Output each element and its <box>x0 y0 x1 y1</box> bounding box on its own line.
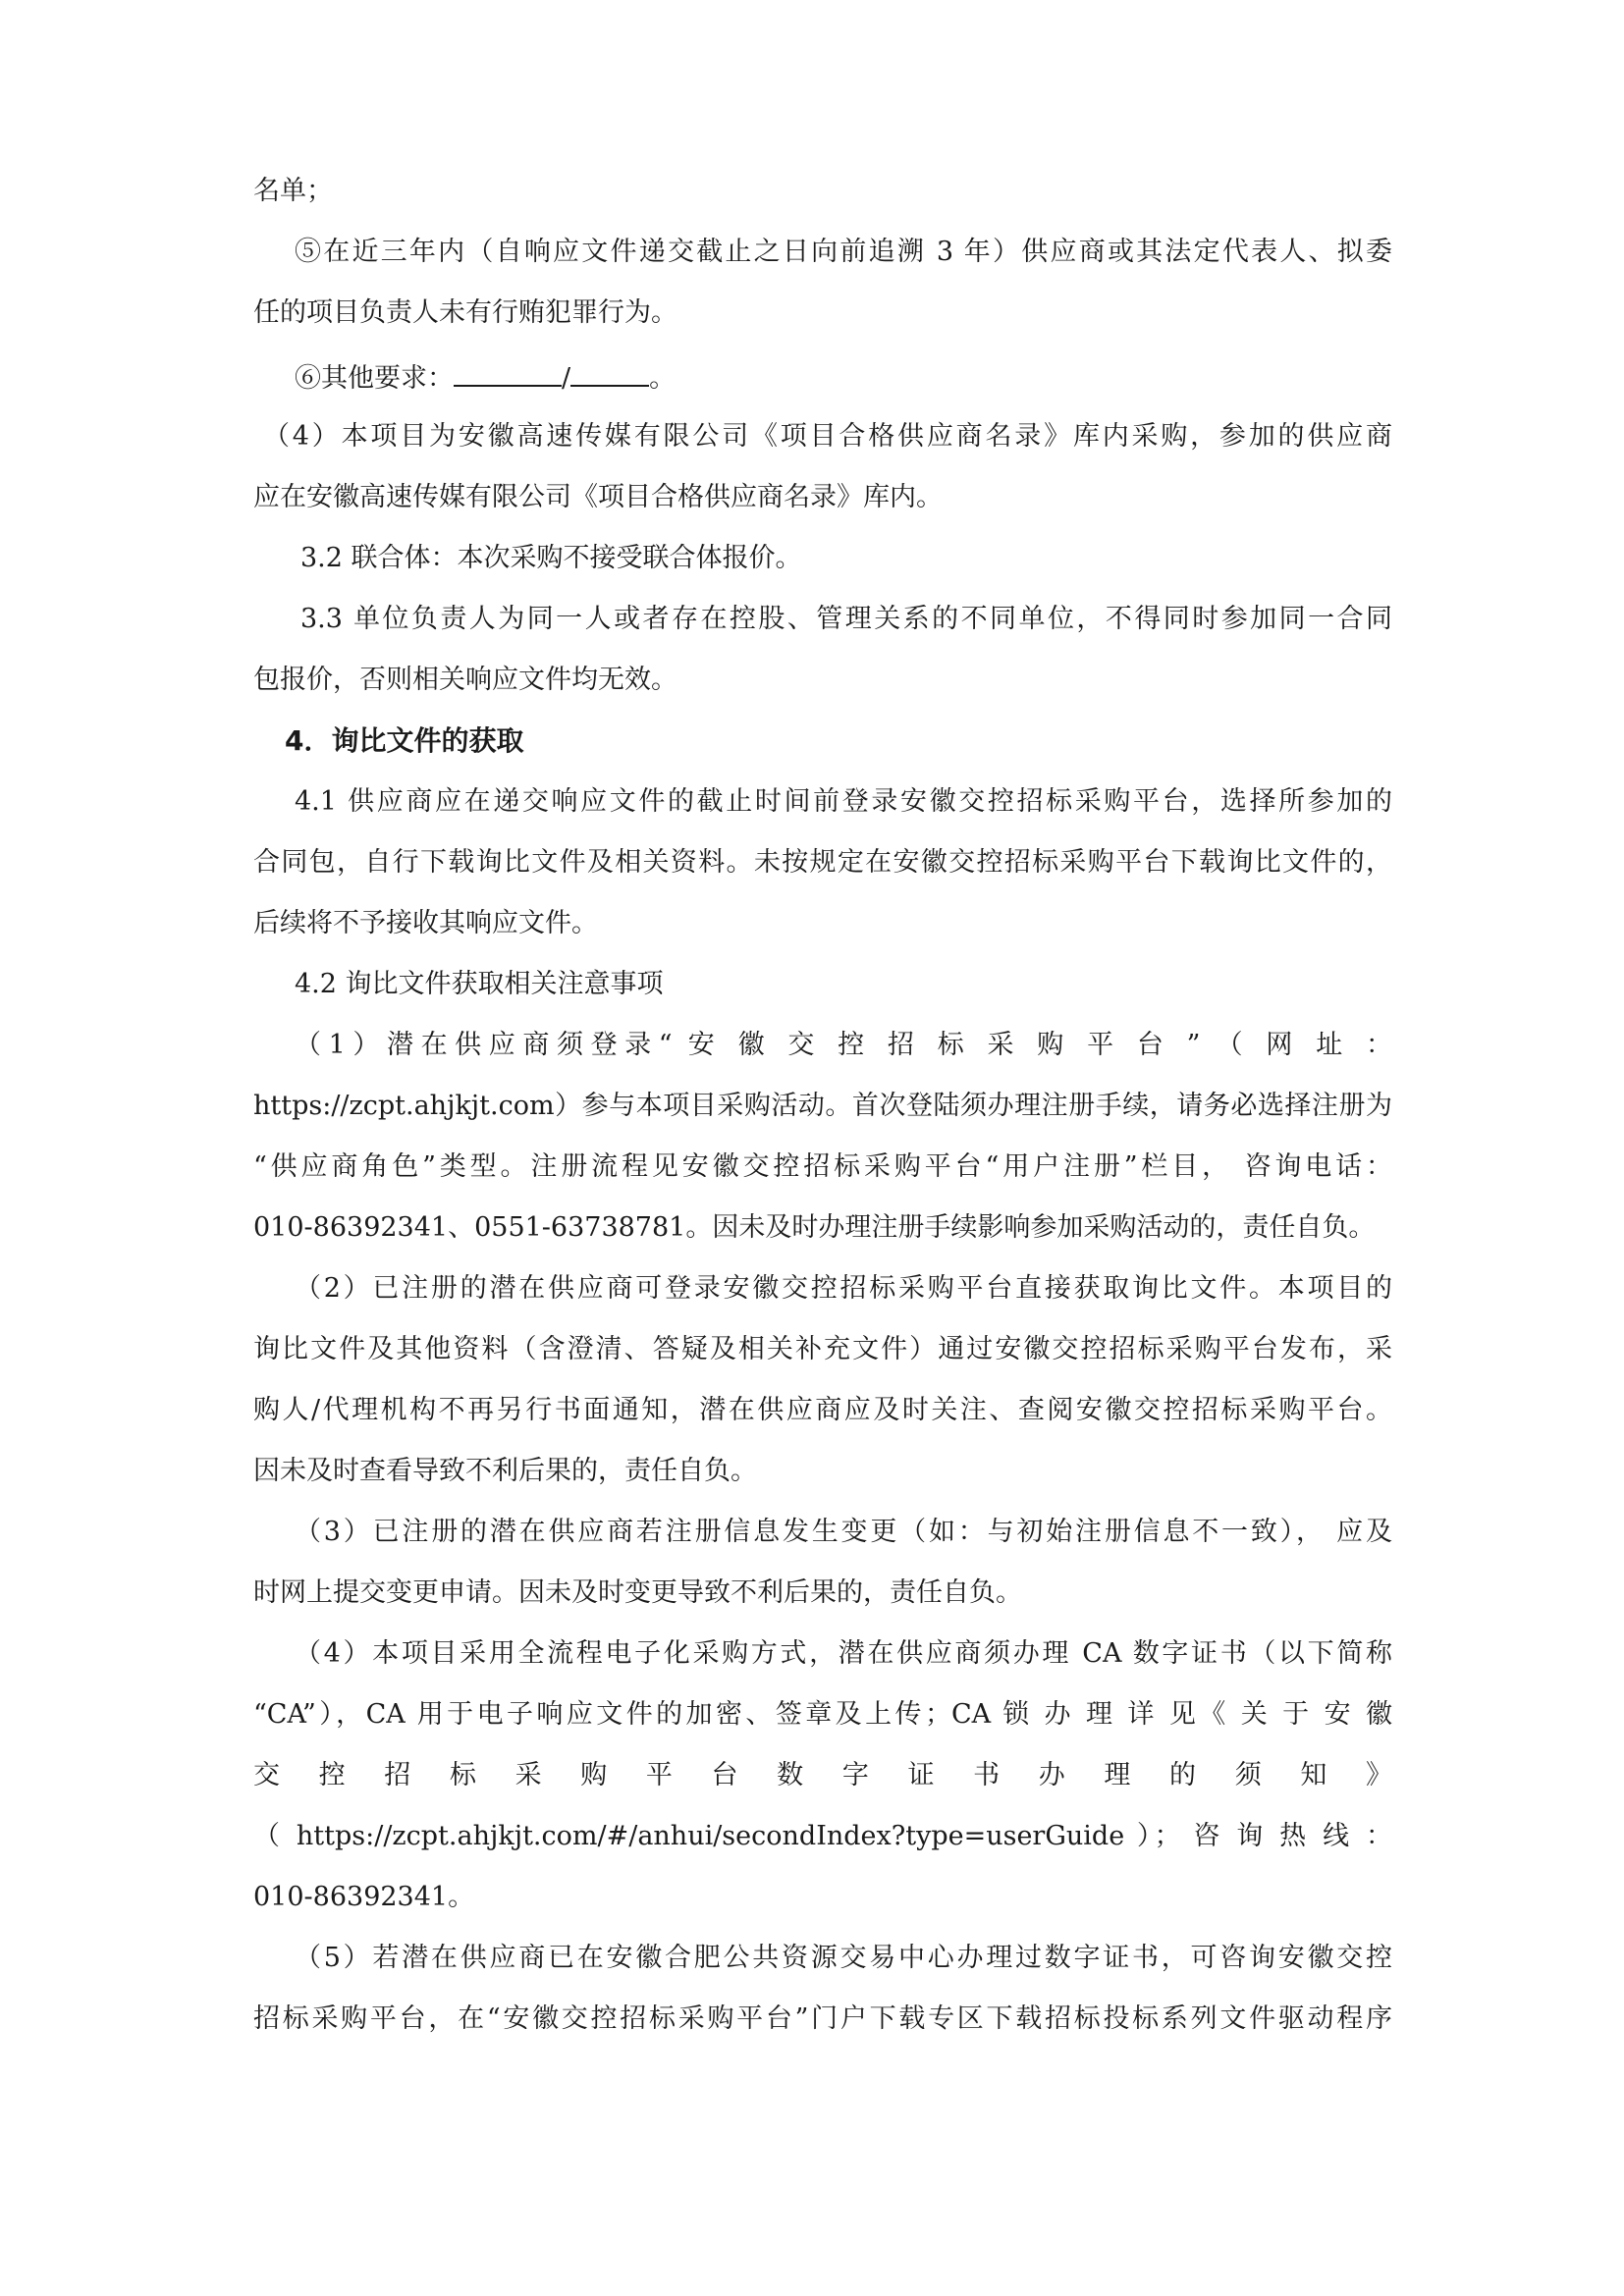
text-line: （4）本项目为安徽高速传媒有限公司《项目合格供应商名录》库内采购，参加的供应商 <box>263 421 1392 452</box>
text-line: 合同包，自行下载询比文件及相关资料。未按规定在安徽交控招标采购平台下载询比文件的， <box>253 847 1392 878</box>
text-line: ⑤在近三年内（自响应文件递交截止之日向前追溯 3 年）供应商或其法定代表人、拟委 <box>295 237 1392 267</box>
fill-blank <box>454 359 562 387</box>
text-line: 询比文件及其他资料（含澄清、答疑及相关补充文件）通过安徽交控招标采购平台发布，采 <box>253 1334 1392 1364</box>
text-line: 招标采购平台，在“安徽交控招标采购平台”门户下载专区下载招标投标系列文件驱动程序 <box>253 2003 1392 2034</box>
text-line: 3.2 联合体：本次采购不接受联合体报价。 <box>300 543 802 573</box>
text-line: 名单； <box>253 176 333 206</box>
text-line: 后续将不予接收其响应文件。 <box>253 908 598 938</box>
text-line: 3.3 单位负责人为同一人或者存在控股、管理关系的不同单位，不得同时参加同一合同 <box>300 604 1392 634</box>
text-line: 任的项目负责人未有行贿犯罪行为。 <box>253 297 677 328</box>
text-line: 包报价，否则相关响应文件均无效。 <box>253 665 677 695</box>
text-line: 时网上提交变更申请。因未及时变更导致不利后果的，责任自负。 <box>253 1577 1022 1608</box>
text-line: https://zcpt.ahjkjt.com）参与本项目采购活动。首次登陆须办理注册手续，请务必选择注册为 <box>253 1091 1392 1121</box>
text-line: （4）本项目采用全流程电子化采购方式，潜在供应商须办理 CA 数字证书（以下简称 <box>295 1638 1392 1669</box>
text-line: 购人/代理机构不再另行书面通知，潜在供应商应及时关注、查阅安徽交控招标采购平台。 <box>253 1395 1392 1425</box>
text-line: （2）已注册的潜在供应商可登录安徽交控招标采购平台直接获取询比文件。本项目的 <box>295 1273 1392 1304</box>
text-line: 应在安徽高速传媒有限公司《项目合格供应商名录》库内。 <box>253 482 943 512</box>
text-line: 因未及时查看导致不利后果的，责任自负。 <box>253 1456 757 1486</box>
text-line: 4.2 询比文件获取相关注意事项 <box>295 969 664 999</box>
text-line: 交 控 招 标 采 购 平 台 数 字 证 书 办 理 的 须 知 》 <box>253 1760 1392 1790</box>
blank-separator: / <box>562 363 571 394</box>
text-line: （3）已注册的潜在供应商若注册信息发生变更（如：与初始注册信息不一致）， 应及 <box>295 1517 1392 1547</box>
section-heading: 4．询比文件的获取 <box>285 724 524 757</box>
other-requirements-line <box>295 359 1392 396</box>
line-end-mark: 。 <box>649 363 677 394</box>
text-line: 4.1 供应商应在递交响应文件的截止时间前登录安徽交控招标采购平台，选择所参加的 <box>295 786 1392 817</box>
text-line: 010-86392341。 <box>253 1882 475 1912</box>
text-line: （5）若潜在供应商已在安徽合肥公共资源交易中心办理过数字证书，可咨询安徽交控 <box>295 1943 1392 1973</box>
text-line: （ https://zcpt.ahjkjt.com/#/anhui/secondIndex?type=userGuide ）； 咨 询 热 线 ： <box>253 1821 1392 1851</box>
other-requirements-label: ⑥其他要求： <box>295 363 454 394</box>
text-line: “供应商角色”类型。注册流程见安徽交控招标采购平台“用户注册”栏目， 咨询电话： <box>253 1151 1392 1182</box>
text-line: 010-86392341、0551-63738781。因未及时办理注册手续影响参加采购活动的，责任自负。 <box>253 1212 1376 1243</box>
text-line: （1）潜在供应商须登录“ 安 徽 交 控 招 标 采 购 平 台 ” （ 网 址 ： <box>295 1030 1392 1060</box>
fill-blank <box>570 359 649 387</box>
text-line: “CA”），CA 用于电子响应文件的加密、签章及上传；CA 锁 办 理 详 见《 关 于 安 徽 <box>253 1699 1392 1730</box>
